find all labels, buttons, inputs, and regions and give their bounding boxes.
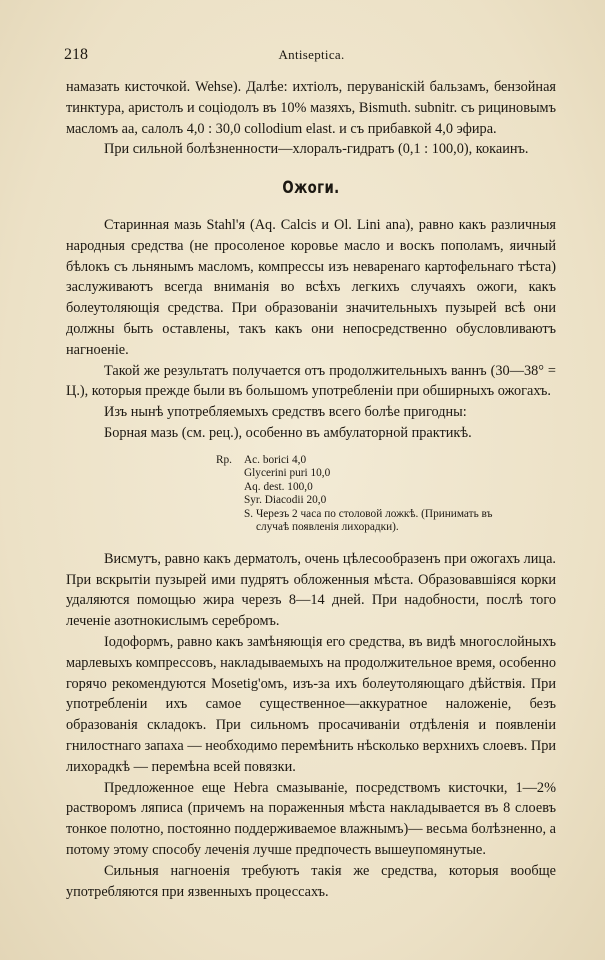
recipe-line: Glycerini puri 10,0 — [244, 467, 331, 480]
page-header — [64, 46, 559, 64]
paragraph-suppuration: Сильныя нагноенія требуютъ такія же средства, которыя вообще употребляются при язвенныхъ процессахъ. — [66, 862, 556, 900]
paragraph-boric: Борная мазь (см. рец.), особенно въ амбулаторной практикѣ. — [104, 424, 472, 441]
signa-tag: S. — [244, 507, 254, 520]
body-text — [66, 77, 556, 902]
page-number: 218 — [64, 46, 88, 63]
paragraph-continuation: намазать кисточкой. Wehse). Далѣе: ихтіолъ, перуваніскій бальзамъ, бензойная тинктура, аристолъ и соціодолъ въ 10% мазяхъ, Bismuth. subnitr. съ рициновымъ масломъ aa, салолъ 4,0 : 30,0 collodium elast. и съ прибавкой 4,0 эфира. — [66, 79, 556, 137]
recipe-line: Ac. borici 4,0 — [244, 453, 307, 466]
prescription-block — [216, 454, 556, 535]
section-heading: Ожоги. — [282, 178, 340, 199]
paragraph-pain: При сильной болѣзненности—хлоралъ-гидратъ (0,1 : 100,0), кокаинъ. — [104, 141, 529, 158]
paragraph-stahl: Старинная мазь Stahl'я (Aq. Calcis и Ol. Lini ana), равно какъ различныя народныя средства (не просоленое коровье масло и воскъ пополамъ, яичный бѣлокъ съ льнянымъ масломъ, компрессы изъ неваренаго картофельнаго тѣста) заслуживаютъ всегда вниманія во всѣхъ легкихъ случаяхъ ожоги, какъ болеутоляющія средства. При образованіи значительныхъ пузырей всѣ они должны быть оставлены, такъ какъ они непосредственно обусловливаютъ нагноеніе. — [66, 216, 556, 358]
running-head: Antiseptica. — [278, 47, 345, 62]
paragraph-iodoform: Іодоформъ, равно какъ замѣняющія его средства, въ видѣ многослойныхъ марлевыхъ компрессовъ, накладываемыхъ на продолжительное время, особенно горячо рекомендуются Mosetig'омъ, изъ-за ихъ болеутоляющаго дѣйствія. При употребленіи ихъ самое существенное—аккуратное наложеніе, безъ образованія складокъ. При сильномъ просачиваніи отдѣленія и появленіи гнилостнаго запаха — необходимо перемѣнить нѣсколько верхнихъ слоевъ. При лихорадкѣ — перемѣна всей повязки. — [66, 633, 556, 775]
paragraph-hebra: Предложенное еще Hebra смазываніе, посредствомъ кисточки, 1—2% растворомъ ляписа (причемъ на пораженныя мѣста накладывается въ 8 слоевъ тонкое полотно, постоянно поддерживаемое влажнымъ)— весьма болѣзненно, а потому этому способу леченія лучше предпочесть вышеупомянутые. — [66, 779, 556, 858]
signa-line: Черезъ 2 часа по столовой ложкѣ. (Принимать въ — [255, 507, 493, 520]
paragraph-bismuth: Висмутъ, равно какъ дерматолъ, очень цѣлесообразенъ при ожогахъ лица. При вскрытіи пузырей ими пудрятъ обложенныя мѣста. Образовавшіяся корки удаляются помощью жира черезъ 8—14 дней. При надобности, послѣ того леченіе азотнокислымъ серебромъ. — [66, 550, 556, 630]
signa-line-continued: случаѣ появленія лихорадки). — [256, 521, 399, 534]
paragraph-remedies: Изъ нынѣ употребляемыхъ средствъ всего болѣе пригодны: — [104, 404, 467, 421]
recipe-line: Aq. dest. 100,0 — [244, 480, 313, 493]
paragraph-baths: Такой же результатъ получается отъ продолжительныхъ ваннъ (30—38° = Ц.), которыя прежде были въ большомъ употребленіи при обширныхъ ожогахъ. — [66, 362, 556, 400]
recipe-line: Syr. Diacodii 20,0 — [244, 494, 327, 507]
recipe-tag: Rp. — [216, 453, 233, 466]
